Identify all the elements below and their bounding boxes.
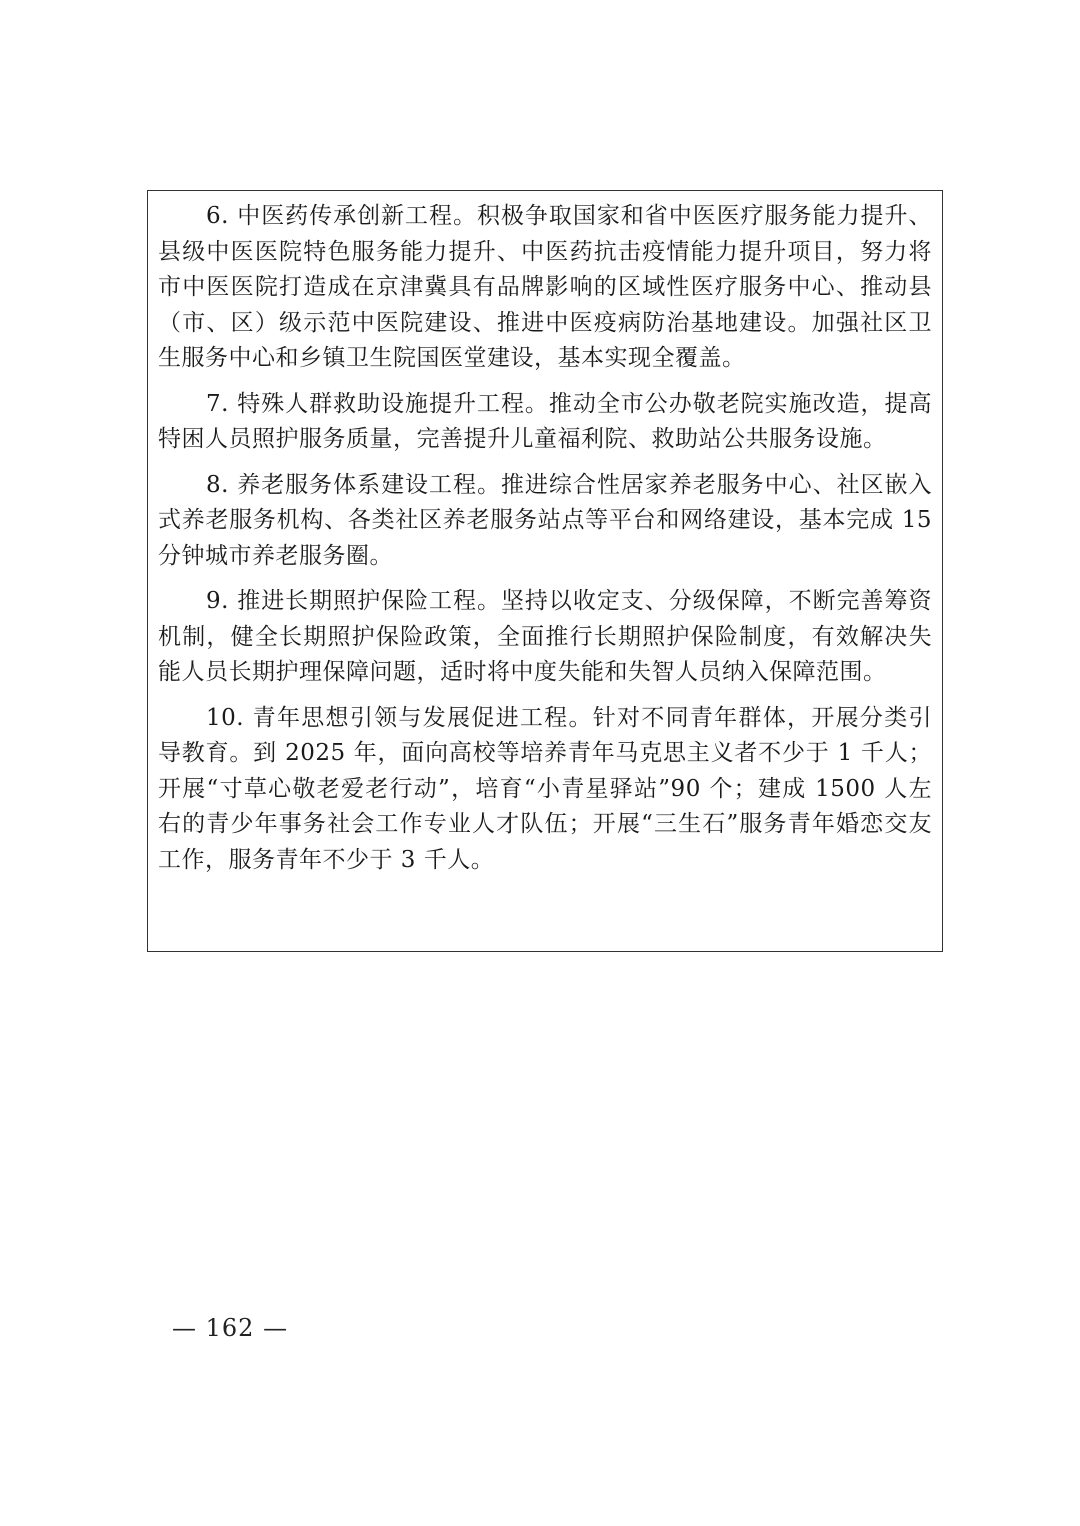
paragraph-item-7: 7. 特殊人群救助设施提升工程。推动全市公办敬老院实施改造，提高特困人员照护服务质量，完善提升儿童福利院、救助站公共服务设施。	[158, 390, 932, 452]
paragraph-item-8: 8. 养老服务体系建设工程。推进综合性居家养老服务中心、社区嵌入式养老服务机构、各类社区养老服务站点等平台和网络建设，基本完成 15 分钟城市养老服务圈。	[158, 471, 932, 569]
paragraph-item-10: 10. 青年思想引领与发展促进工程。针对不同青年群体，开展分类引导教育。到 2025 年，面向高校等培养青年马克思主义者不少于 1 千人；开展“寸草心敬老爱老行动”，培育“小青星驿站”90 个；建成 1500 人左右的青少年事务社会工作专业人才队伍；开展“三生石”服务青年婚恋交友工作，服务青年不少于 3 千人。	[158, 704, 932, 873]
project-list-box	[147, 190, 943, 952]
page-number: — 162 —	[172, 1314, 289, 1342]
paragraph-item-6: 6. 中医药传承创新工程。积极争取国家和省中医医疗服务能力提升、县级中医医院特色服务能力提升、中医药抗击疫情能力提升项目，努力将市中医医院打造成在京津冀具有品牌影响的区域性医疗服务中心、推动县（市、区）级示范中医院建设、推进中医疫病防治基地建设。加强社区卫生服务中心和乡镇卫生院国医堂建设，基本实现全覆盖。	[158, 203, 932, 371]
paragraph-item-9: 9. 推进长期照护保险工程。坚持以收定支、分级保障，不断完善筹资机制，健全长期照护保险政策，全面推行长期照护保险制度，有效解决失能人员长期护理保障问题，适时将中度失能和失智人员纳入保障范围。	[158, 588, 932, 685]
